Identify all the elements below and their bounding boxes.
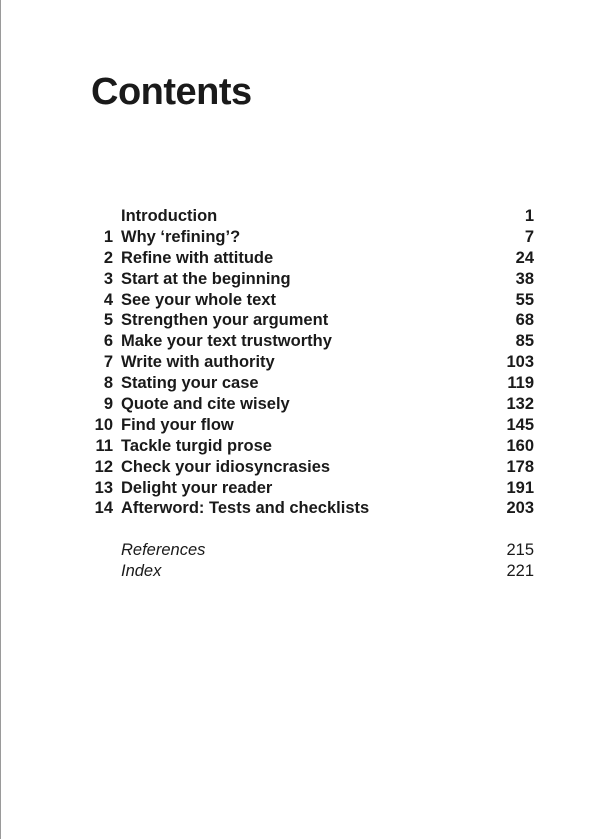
toc-entry-chapter-1[interactable] [88, 227, 534, 248]
chapter-title: Start at the beginning [121, 269, 291, 288]
chapter-title: Write with authority [121, 353, 275, 372]
chapter-number: 9 [103, 395, 113, 414]
chapter-title: Find your flow [121, 415, 234, 434]
page-number: 24 [515, 248, 534, 267]
toc-entry-introduction[interactable] [88, 206, 534, 227]
table-of-contents [88, 206, 534, 519]
page-number: 221 [506, 561, 534, 580]
chapter-title: Afterword: Tests and checklists [121, 499, 370, 518]
page-number: 178 [506, 457, 534, 476]
chapter-title: Stating your case [121, 374, 259, 393]
page-number: 68 [515, 311, 534, 330]
toc-entry-chapter-3[interactable] [88, 269, 534, 290]
back-matter-title: References [121, 541, 206, 559]
chapter-number: 13 [94, 478, 113, 497]
chapter-title: Quote and cite wisely [121, 395, 290, 414]
chapter-number: 4 [103, 290, 113, 309]
toc-entry-chapter-11[interactable] [88, 436, 534, 457]
chapter-number: 3 [103, 269, 113, 288]
chapter-title: Refine with attitude [121, 248, 274, 267]
chapter-number: 12 [94, 457, 113, 476]
chapter-title: Why ‘refining’? [121, 227, 241, 246]
page-number: 160 [506, 436, 534, 455]
toc-entry-chapter-13[interactable] [88, 478, 534, 499]
chapter-number: 2 [103, 248, 113, 267]
page-number: 132 [506, 395, 534, 414]
toc-entry-chapter-4[interactable] [88, 290, 534, 311]
chapter-number: 1 [103, 227, 113, 246]
page-number: 38 [515, 269, 534, 288]
page-number: 215 [506, 541, 534, 559]
page-number: 55 [515, 290, 534, 309]
chapter-title: Strengthen your argument [121, 311, 329, 330]
toc-entry-chapter-5[interactable] [88, 310, 534, 331]
toc-entry-index[interactable] [88, 561, 534, 582]
chapter-title: See your whole text [121, 290, 276, 309]
toc-entry-chapter-9[interactable] [88, 394, 534, 415]
page-edge [0, 0, 1, 839]
toc-entry-chapter-7[interactable] [88, 352, 534, 373]
page-number: 119 [507, 374, 534, 393]
toc-entry-chapter-12[interactable] [88, 457, 534, 478]
chapter-number: 11 [95, 436, 113, 455]
toc-entry-chapter-14[interactable] [88, 498, 534, 519]
chapter-number: 6 [103, 332, 113, 351]
page-number: 1 [524, 207, 534, 225]
back-matter [88, 540, 534, 582]
page-number: 103 [506, 353, 534, 372]
toc-entry-chapter-8[interactable] [88, 373, 534, 394]
toc-entry-chapter-6[interactable] [88, 331, 534, 352]
page-number: 145 [506, 415, 534, 434]
chapter-title: Tackle turgid prose [121, 436, 272, 455]
page-title: Contents [91, 71, 252, 113]
chapter-title: Make your text trustworthy [121, 332, 332, 351]
back-matter-title: Index [121, 561, 162, 580]
chapter-title: Introduction [121, 207, 218, 225]
chapter-title: Delight your reader [121, 478, 273, 497]
page-number: 203 [506, 499, 534, 518]
page-number: 191 [506, 478, 534, 497]
toc-entry-chapter-10[interactable] [88, 415, 534, 436]
toc-entry-chapter-2[interactable] [88, 248, 534, 269]
chapter-number: 7 [103, 353, 113, 372]
page-number: 7 [524, 227, 534, 246]
chapter-title: Check your idiosyncrasies [121, 457, 331, 476]
chapter-number: 10 [94, 415, 113, 434]
chapter-number: 14 [94, 499, 113, 518]
toc-entry-references[interactable] [88, 540, 534, 561]
page-number: 85 [515, 332, 534, 351]
chapter-number: 8 [103, 374, 113, 393]
chapter-number: 5 [103, 311, 113, 330]
